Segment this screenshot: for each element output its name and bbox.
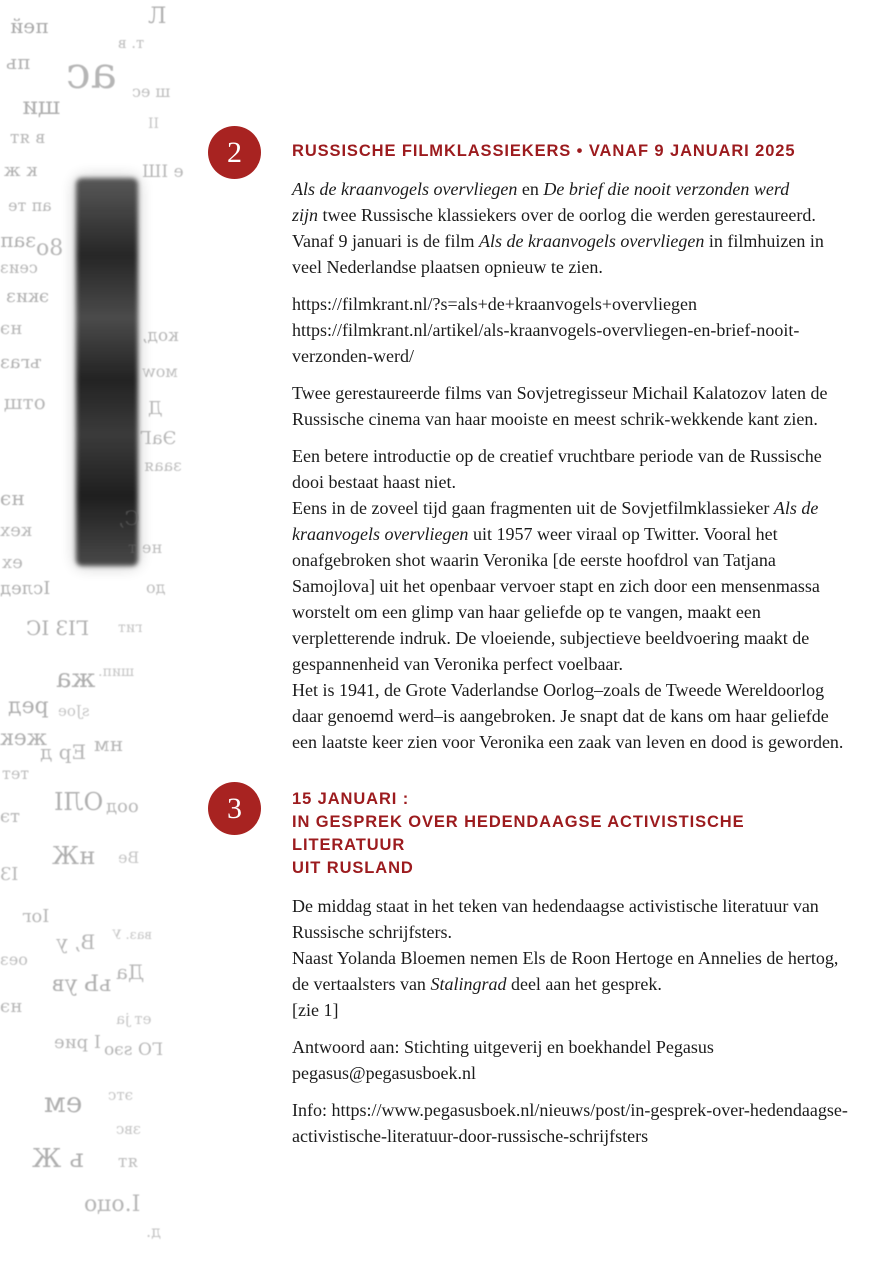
texture-glyph: шип. <box>98 664 135 680</box>
paragraph-film-titles <box>292 176 858 280</box>
italic-text-run: Stalingrad <box>430 974 507 994</box>
texture-glyph: моw <box>142 362 178 381</box>
texture-glyph: код, <box>142 326 179 346</box>
texture-glyph: щи <box>22 92 61 120</box>
text-run: Eens in de zoveel tijd gaan fragmenten uit de Sovjetfilmklassieker <box>292 498 774 518</box>
section-3-badge-column <box>208 782 292 1160</box>
texture-glyph: до <box>146 578 166 597</box>
texture-glyph: экиз <box>6 286 50 307</box>
texture-glyph: оод <box>106 796 139 817</box>
paragraph-info <box>292 1097 858 1149</box>
filmkrant-article-link[interactable]: https://filmkrant.nl/artikel/als-kraanvogels-overvliegen-en-brief-nooit-verzonden-werd/ <box>292 320 800 366</box>
text-run: deel aan het gesprek. <box>506 974 662 994</box>
pegasus-email[interactable]: pegasus@pegasusboek.nl <box>292 1063 477 1083</box>
section-2-heading: RUSSISCHE FILMKLASSIEKERS • VANAF 9 JANUARI 2025 <box>292 142 796 160</box>
texture-glyph: гит <box>118 620 143 636</box>
text-run: twee Russische klassiekers over de oorlog die werden gerestaureerd. Vanaf 9 januari is de film <box>292 205 816 251</box>
paragraph-antwoord <box>292 1034 858 1086</box>
texture-glyph: пь <box>6 50 31 74</box>
texture-glyph: Д <box>148 398 163 419</box>
texture-glyph: д. <box>146 1222 161 1241</box>
filmkrant-search-link[interactable]: https://filmkrant.nl/?s=als+de+kraanvogels+overvliegen <box>292 294 698 314</box>
texture-glyph: нм <box>94 732 123 756</box>
texture-glyph: нэ <box>0 486 25 510</box>
texture-glyph: нЖ <box>52 842 95 870</box>
texture-glyph: в ят <box>10 128 46 148</box>
texture-glyph: Да <box>116 960 145 984</box>
section-2-text <box>292 126 858 766</box>
texture-glyph: Ер д <box>40 740 87 764</box>
texture-glyph: ѕЈое <box>58 702 90 720</box>
texture-glyph: ГО ѕэо <box>104 1040 164 1060</box>
texture-glyph: заая <box>144 456 182 475</box>
texture-glyph: ЭаГ <box>140 428 177 449</box>
section-3-number-badge: 3 <box>208 782 261 835</box>
texture-glyph: жа <box>56 664 96 694</box>
texture-glyph: ят <box>118 1152 139 1172</box>
text-run: in filmhuizen in veel Nederlandse plaatsen opnieuw te zien. <box>292 231 824 277</box>
antwoord-line: Antwoord aan: Stichting uitgeverij en boekhandel Pegasus <box>292 1037 714 1057</box>
newsletter-content <box>208 126 860 1160</box>
italic-text-run: Als de kraanvogels overvliegen <box>292 498 819 544</box>
text-run: De middag staat in het teken van hedendaagse activistische literatuur van Russische schrijfsters. <box>292 896 819 942</box>
section-3-text <box>292 782 858 1160</box>
texture-glyph: С, <box>118 506 140 530</box>
texture-glyph: ьЬ ув <box>52 972 112 997</box>
texture-glyph: нэ <box>0 996 23 1017</box>
texture-glyph: звс <box>116 1120 142 1138</box>
italic-text-run: De brief die nooit verzonden werd <box>543 179 790 199</box>
text-run: IN GESPREK OVER HEDENDAAGSE ACTIVISTISCHE LITERATUUR <box>292 813 745 854</box>
texture-glyph: І рие <box>54 1032 102 1053</box>
texture-glyph: ІІ <box>148 116 160 132</box>
italic-text-run: Als de kraanvogels overvliegen <box>292 179 518 199</box>
texture-glyph: 8о <box>36 236 64 261</box>
text-run: Het is 1941, de Grote Vaderlandse Oorlog–zoals de Tweede Wereldoorlog daar genoemd werd–is aangebroken. Je snapt dat de kans om haar geliefde een laatste keer zien voor Veronika een zaak van leven en dood is geworden. <box>292 680 844 752</box>
info-label: Info: <box>292 1100 332 1120</box>
texture-glyph: т. в <box>118 34 145 52</box>
texture-glyph: ваз. У <box>112 928 152 943</box>
texture-glyph: нэ <box>0 318 23 339</box>
section-3-heading <box>292 788 858 880</box>
texture-glyph: этс <box>108 1086 134 1104</box>
texture-glyph: не т <box>128 538 163 557</box>
texture-glyph: отщ <box>4 390 46 414</box>
filmkrant-links <box>292 291 858 369</box>
texture-glyph: ред <box>8 694 49 719</box>
texture-glyph: Іог <box>22 906 50 927</box>
section-2 <box>208 126 860 766</box>
texture-glyph: тэ <box>0 806 21 827</box>
texture-glyph: Ве <box>118 848 140 867</box>
texture-glyph: ем <box>44 1086 83 1119</box>
pegasus-info-link[interactable]: https://www.pegasusboek.nl/nieuws/post/in-gesprek-over-hedendaagse-activistische-literatuur-door-russische-schrijfsters <box>292 1100 848 1146</box>
texture-glyph: ет ја <box>116 1010 152 1028</box>
texture-glyph: кех <box>0 520 33 541</box>
texture-glyph: зап <box>0 228 37 252</box>
paragraph-russische-dooi <box>292 443 858 755</box>
text-run: Een betere introductie op de creatief vruchtbare periode van de Russische dooi bestaat haast niet. <box>292 446 822 492</box>
texture-glyph: В, у <box>56 930 96 954</box>
texture-glyph: е ІШ <box>142 162 184 182</box>
texture-glyph: ас <box>66 48 117 99</box>
texture-glyph: сеиз <box>0 258 38 277</box>
texture-glyph: к ж <box>4 160 38 181</box>
text-run: Twee gerestaureerde films van Sovjetregisseur Michail Kalatozov laten de Russische cinema van haar mooiste en meest schrik-wekkende kant zien. <box>292 383 828 429</box>
paragraph-gesprek <box>292 893 858 1023</box>
italic-text-run: zijn <box>292 205 319 225</box>
left-page-texture <box>0 0 210 1269</box>
text-run: [zie 1] <box>292 1000 339 1020</box>
section-2-number-badge: 2 <box>208 126 261 179</box>
texture-glyph: Іслед <box>0 578 51 599</box>
paragraph-kalatozov <box>292 380 858 432</box>
section-2-badge-column <box>208 126 292 766</box>
italic-text-run: Als de kraanvogels overvliegen <box>478 231 705 251</box>
texture-glyph: ІЗ <box>0 864 19 885</box>
text-run: en <box>517 179 544 199</box>
texture-glyph: ъгаз <box>0 352 42 373</box>
text-run: Naast Yolanda Bloemen nemen Els de Roon Hertoge en Annelies de hertog, de vertaalsters van <box>292 948 839 994</box>
texture-glyph: тет <box>2 764 30 783</box>
texture-glyph: Л <box>148 4 167 29</box>
text-run: uit 1957 weer viraal op Twitter. Vooral het onafgebroken shot waarin Veronika [de eerste hoofdrol van Tatjana Samojlova] uit het openbaar vervoer stapt en zich door een mensenmassa worstelt om een glimp van haar geliefde op te vangen, maakt een verpletterende indruk. De vloeiende, subjectieve beeldvoering maakt de gespannenheid van Veronika perfect voelbaar. <box>292 524 820 674</box>
texture-glyph: ГІЗ ІС <box>26 616 90 640</box>
texture-glyph: оез <box>0 950 28 969</box>
texture-glyph: ех <box>2 552 23 573</box>
texture-glyph: І.оцо <box>84 1192 141 1217</box>
texture-glyph: ш ес <box>132 82 171 101</box>
texture-glyph: пей <box>10 14 49 38</box>
text-run: UIT RUSLAND <box>292 859 414 877</box>
texture-glyph: ь Ж <box>32 1144 84 1174</box>
section-3 <box>208 782 860 1160</box>
text-run: 15 JANUARI : <box>292 790 410 808</box>
texture-glyph: ОЛІ <box>54 788 104 816</box>
texture-glyph: жек <box>0 726 48 751</box>
texture-glyph: ап те <box>8 196 52 215</box>
